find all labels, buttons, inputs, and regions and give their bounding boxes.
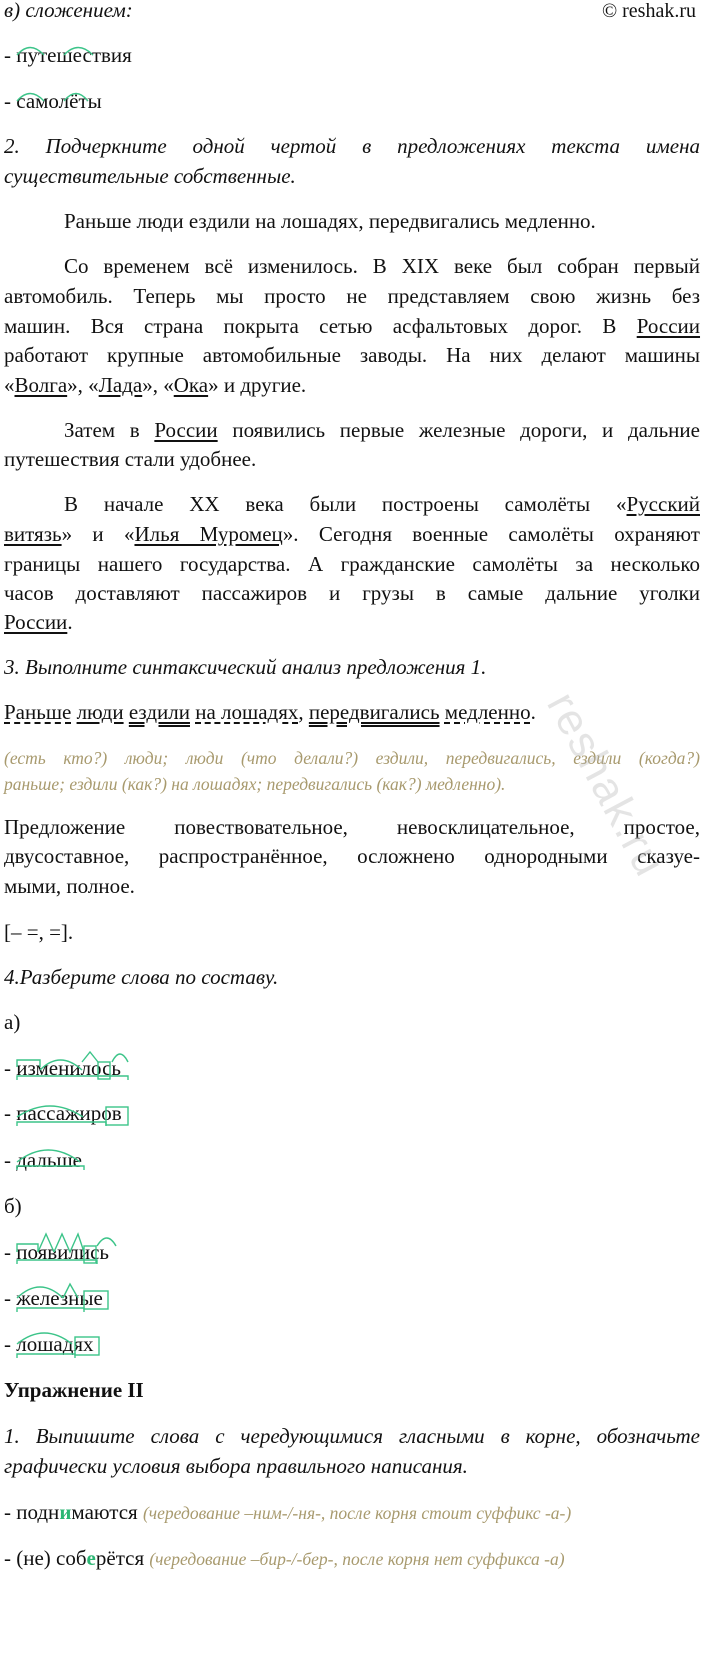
sentence-desc-line2: двусоставное, распространённое, осложнено однородными сказуе- (4, 844, 700, 868)
morph-word-izmenilos: - изменилось (4, 1056, 121, 1080)
sentence-scheme: [– =, =]. (4, 920, 74, 944)
analysis-note-line1: (есть кто?) люди; люди (что делали?) ездили, передвигались, ездили (когда?) (4, 748, 700, 768)
proper-noun-russia-2: России (154, 418, 218, 442)
adverbial-medlenno: медленно (444, 700, 531, 724)
morph-word-poyavilis: - появились (4, 1240, 110, 1264)
text-p4-line4: часов доставляют пассажиров и грузы в самые дальние уголки (4, 581, 700, 605)
text-p4-line5: России. (4, 610, 73, 634)
morph-word-dalshe: - дальше (4, 1148, 82, 1172)
text-p4-line3: границы нашего государства. А гражданские самолёты за несколько (4, 552, 700, 576)
predicate-peredvigalis: передвигались (308, 700, 440, 724)
watermark-logo: reshak.ru (537, 684, 676, 886)
morph-word-loshadyah: - лошадях (4, 1332, 94, 1356)
proper-noun-vityaz: витязь (4, 522, 62, 546)
exercise-task-line1: 1. Выпишите слова с чередующимися гласными в корне, обозначьте (4, 1424, 700, 1448)
alternation-word-1: - поднимаются (чередование –ним-/-ня-, после корня стоит суффикс -а-) (4, 1500, 572, 1524)
compound-word-1: - путешествия (4, 43, 132, 67)
compound-word-2: - самолёты (4, 89, 102, 113)
sentence-desc-line3: мыми, полное. (4, 874, 135, 898)
proper-noun-russia: России (636, 314, 701, 338)
exercise-heading: Упражнение II (4, 1378, 144, 1402)
text-p2-line5: «Волга», «Лада», «Ока» и другие. (4, 373, 307, 397)
task4-title: 4.Разберите слова по составу. (4, 965, 279, 989)
copyright: © reshak.ru (601, 0, 696, 22)
text-p3-line2: путешествия стали удобнее. (4, 447, 257, 471)
task3-title: 3. Выполните синтаксический анализ предложения 1. (4, 655, 487, 679)
alternation-note-1: (чередование –ним-/-ня-, после корня стоит суффикс -а-) (142, 1503, 572, 1523)
proper-noun-ilya: Илья Муромец (134, 522, 283, 546)
group-a-label: а) (4, 1010, 21, 1034)
task2-title-line2: существительные собственные. (4, 164, 296, 188)
predicate-ezdili: ездили (128, 700, 190, 724)
proper-noun-lada: Лада (98, 373, 143, 397)
alternation-word-2: - (не) соберётся (чередование –бир-/-бер-, после корня нет суффикса -а) (4, 1546, 565, 1570)
text-p4-line2: витязь» и «Илья Муромец». Сегодня военные самолёты охраняют (4, 522, 700, 546)
text-p4-line1: В начале XX века были построены самолёты «Русский (64, 492, 700, 516)
adverbial-ranshe: Раньше (4, 700, 72, 724)
adverbial-na-loshadyah: на лошадях (195, 700, 299, 724)
section-label: в) сложением: (4, 0, 133, 22)
text-p3-line1: Затем в России появились первые железные дороги, и дальние (64, 418, 700, 442)
subject-lyudi: люди (76, 700, 124, 724)
proper-noun-volga: Волга (14, 373, 68, 397)
morph-word-passazhirov: - пассажиров (4, 1101, 122, 1125)
proper-noun-russkiy: Русский (626, 492, 700, 516)
analysis-note-line2: раньше; ездили (как?) на лошадях; передвигались (как?) медленно). (4, 774, 506, 794)
exercise-task-line2: графически условия выбора правильного написания. (4, 1454, 468, 1478)
text-paragraph-1: Раньше люди ездили на лошадях, передвигались медленно. (64, 209, 596, 233)
group-b-label: б) (4, 1194, 22, 1218)
text-p2-line3: машин. Вся страна покрыта сетью асфальтовых дорог. В России (4, 314, 701, 338)
text-p2-line4: работают крупные автомобильные заводы. На них делают машины (4, 343, 700, 367)
alternation-note-2: (чередование –бир-/-бер-, после корня нет суффикса -а) (149, 1549, 565, 1569)
proper-noun-oka: Ока (173, 373, 209, 397)
parsed-sentence: Раньше люди ездили на лошадях, передвигались медленно. (4, 700, 536, 724)
morph-word-zheleznye: - железные (4, 1286, 103, 1310)
text-p2-line1: Со временем всё изменилось. В XIX веке был собран первый (64, 254, 700, 278)
task2-title-line1: 2. Подчеркните одной чертой в предложениях текста имена (4, 134, 700, 158)
text-p2-line2: автомобиль. Теперь мы просто не представляем свою жизнь без (4, 284, 700, 308)
sentence-desc-line1: Предложение повествовательное, невосклицательное, простое, (4, 815, 700, 839)
proper-noun-russia-3: России (4, 610, 68, 634)
